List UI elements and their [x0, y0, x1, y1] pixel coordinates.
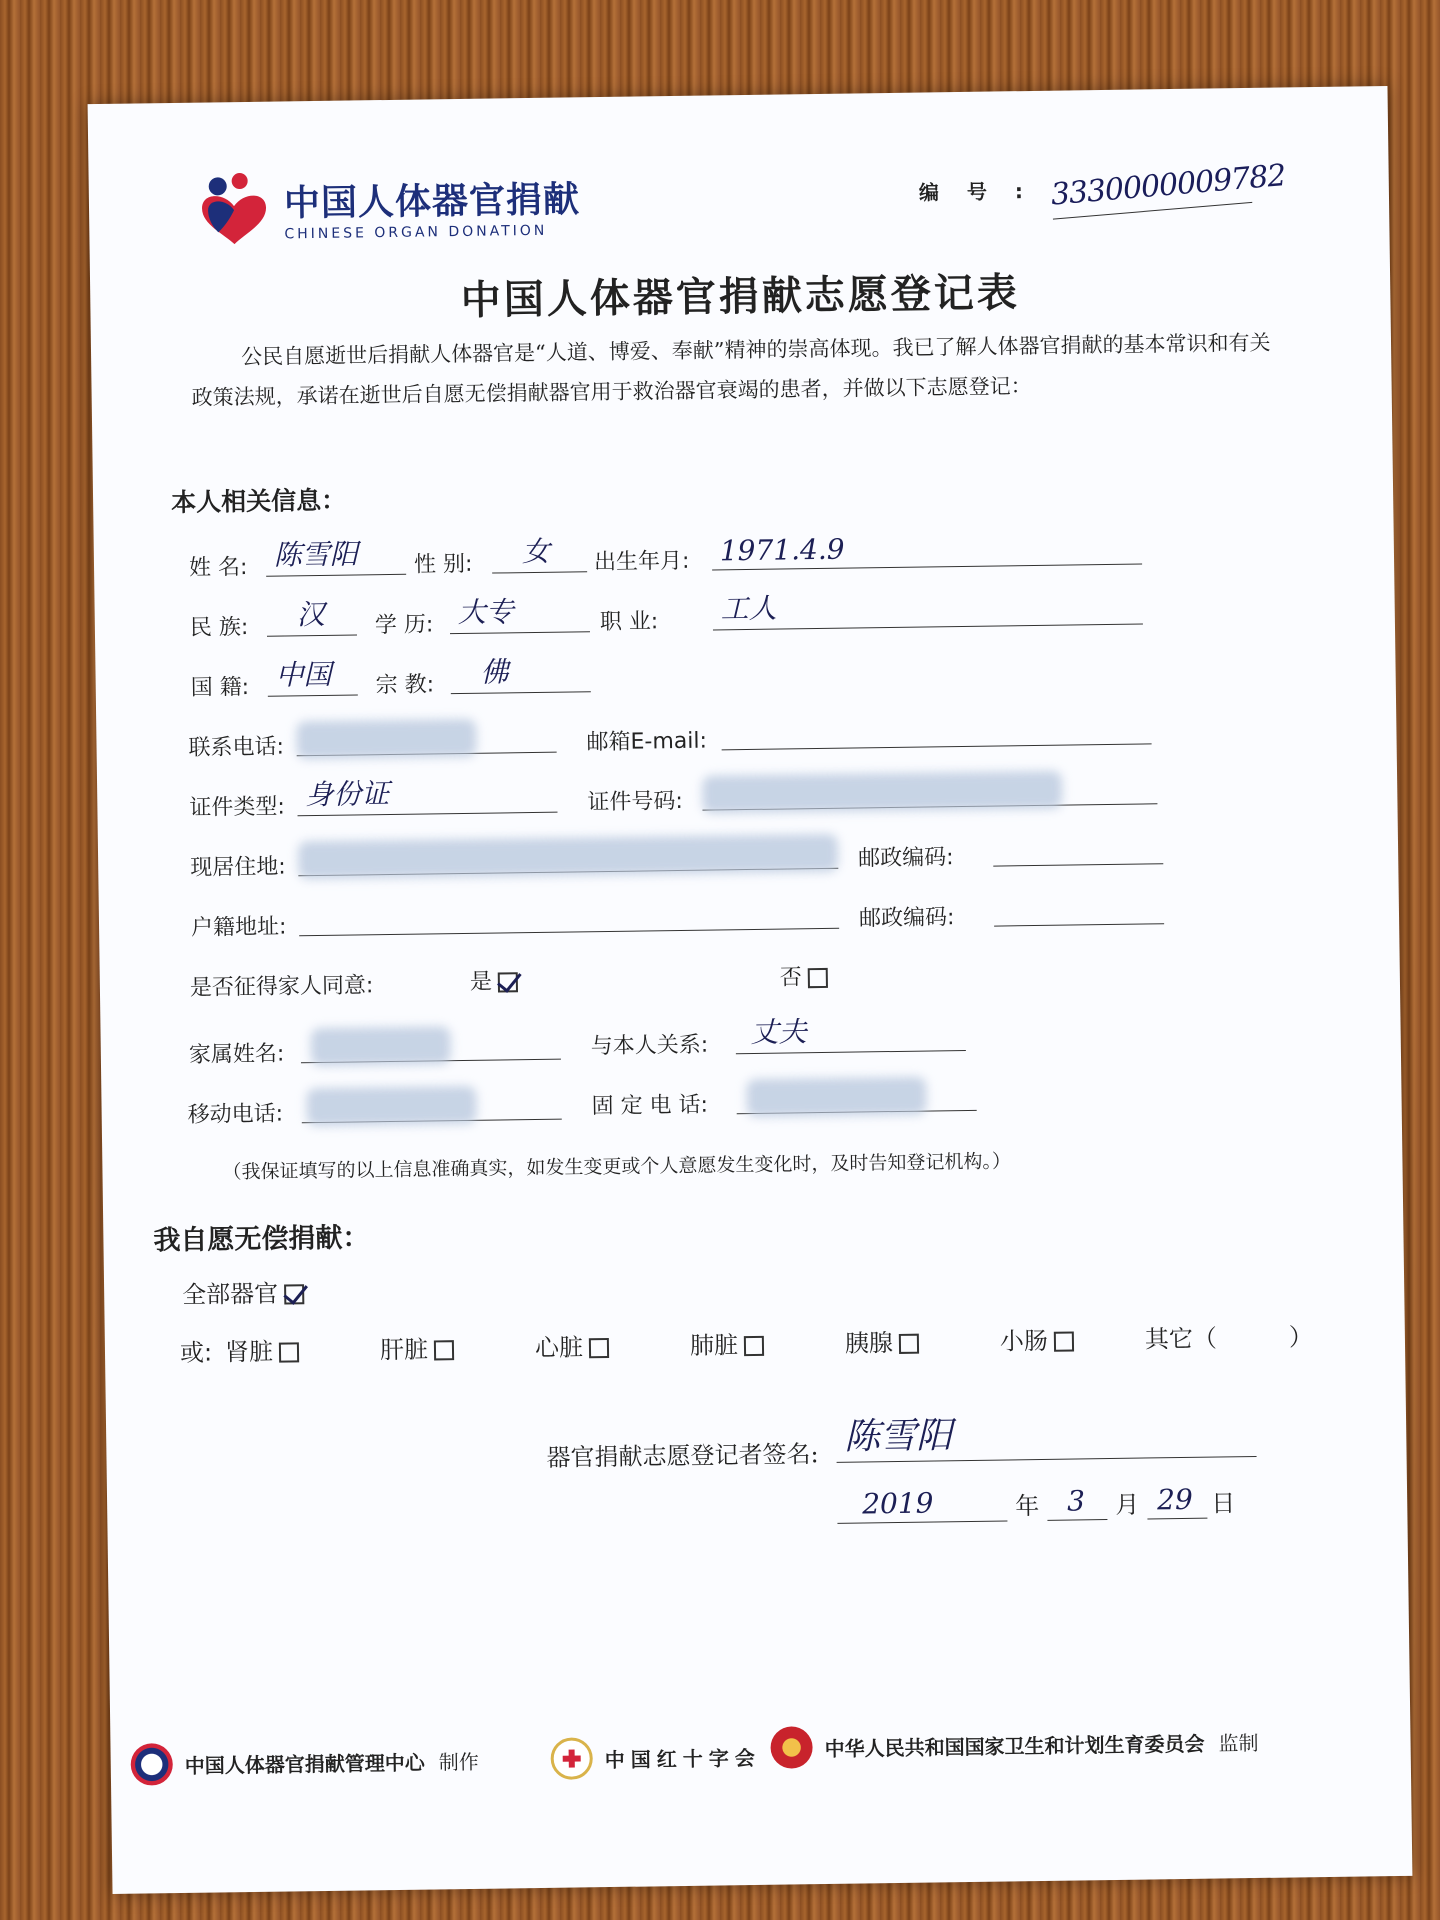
red-cross-icon — [550, 1737, 593, 1780]
organ-label: 肾脏 — [224, 1337, 274, 1367]
gender-label: 性 别: — [413, 551, 473, 578]
signature-field[interactable] — [836, 1416, 1257, 1463]
landline-redacted — [746, 1077, 927, 1118]
day-field[interactable] — [1147, 1484, 1207, 1520]
footer-commission — [770, 1720, 1259, 1769]
religion-value: 佛 — [480, 655, 509, 689]
serial-value[interactable]: 3330000009782 — [1049, 161, 1252, 220]
phone-label: 联系电话: — [188, 734, 285, 761]
name-label: 姓 名: — [188, 554, 248, 581]
mobile-label: 移动电话: — [187, 1101, 284, 1128]
email-label: 邮箱E-mail: — [586, 728, 708, 756]
phone-field[interactable] — [296, 718, 556, 757]
organ-label: 肺脏 — [689, 1331, 739, 1360]
id-number-redacted — [702, 771, 1062, 814]
consent-no[interactable] — [780, 960, 828, 992]
form-title: 中国人体器官捐献志愿登记表 — [460, 270, 1021, 324]
name-field[interactable] — [266, 537, 406, 577]
postcode2-label: 邮政编码: — [858, 905, 955, 932]
organ-lung[interactable] — [690, 1324, 845, 1361]
organ-heart[interactable] — [535, 1326, 690, 1363]
year-label: 年 — [1015, 1492, 1040, 1521]
made-by-label: 制作 — [438, 1749, 479, 1774]
religion-field[interactable] — [450, 657, 590, 694]
birth-field[interactable] — [712, 529, 1142, 570]
donation-heading: 我自愿无偿捐献： — [153, 1222, 370, 1257]
organ-kidney[interactable] — [225, 1330, 380, 1367]
mobile-field[interactable] — [301, 1085, 561, 1124]
gender-value: 女 — [521, 534, 551, 569]
or-label: 或: — [179, 1338, 213, 1367]
all-organs-option[interactable] — [182, 1273, 304, 1310]
serial-number — [918, 158, 1287, 215]
address-redacted — [298, 834, 838, 880]
name-value: 陈雪阳 — [273, 537, 359, 572]
organ-label: 胰腺 — [844, 1329, 894, 1358]
occupation-value: 工人 — [720, 591, 777, 626]
hukou-label: 户籍地址: — [190, 914, 287, 941]
family-name-redacted — [310, 1026, 451, 1066]
landline-label: 固 定 电 话: — [591, 1092, 709, 1120]
day-value: 29 — [1156, 1482, 1194, 1517]
lung-checkbox[interactable] — [744, 1336, 764, 1356]
organ-donation-logo — [194, 167, 581, 247]
intestine-checkbox[interactable] — [1054, 1332, 1074, 1352]
signature-date — [837, 1483, 1235, 1524]
education-field[interactable] — [450, 597, 590, 634]
id-type-field[interactable] — [297, 778, 557, 817]
birth-value: 1971.4.9 — [719, 532, 845, 568]
consent-label: 是否征得家人同意: — [189, 973, 374, 1001]
heart-checkbox[interactable] — [589, 1338, 609, 1358]
intro-paragraph: 公民自愿逝世后捐献人体器官是“人道、博爱、奉献”精神的崇高体现。我已了解人体器官捐献的基本常识和有关政策法规，承诺在逝世后自愿无偿捐献器官用于救治器官衰竭的患者，并做以下志愿登记： — [191, 330, 1271, 410]
family-name-field[interactable] — [300, 1025, 560, 1064]
hukou-field[interactable] — [299, 894, 839, 937]
id-type-label: 证件类型: — [189, 794, 285, 821]
address-field[interactable] — [298, 834, 838, 877]
education-value: 大专 — [457, 595, 514, 630]
no-label: 否 — [779, 965, 803, 991]
ethnic-label: 民 族: — [189, 614, 249, 641]
all-organs-checkbox[interactable] — [284, 1284, 304, 1304]
address-label: 现居住地: — [190, 854, 286, 881]
ethnic-value: 汉 — [296, 597, 325, 632]
landline-field[interactable] — [736, 1076, 976, 1114]
occupation-field[interactable] — [712, 589, 1142, 630]
signature-label: 器官捐献志愿登记者签名: — [546, 1440, 819, 1472]
no-checkbox[interactable] — [808, 968, 828, 988]
redcross-name: 中国红十字会 — [604, 1745, 761, 1772]
occupation-label: 职 业: — [599, 609, 659, 636]
heart-logo-icon — [194, 172, 275, 248]
ethnic-field[interactable] — [267, 597, 357, 636]
postcode-field[interactable] — [993, 829, 1163, 866]
organ-label: 小肠 — [999, 1326, 1049, 1356]
center-name: 中国人体器官捐献管理中心 — [184, 1750, 425, 1778]
religion-label: 宗 教: — [375, 672, 435, 699]
relation-value: 丈夫 — [750, 1015, 807, 1049]
all-organs-label: 全部器官 — [182, 1279, 279, 1309]
logo-cn-text: 中国人体器官捐献 — [283, 179, 581, 225]
pancreas-checkbox[interactable] — [899, 1334, 919, 1354]
guarantee-note: （我保证填写的以上信息准确真实，如发生变更或个人意愿发生变化时，及时告知登记机构。） — [222, 1150, 1012, 1184]
relation-label: 与本人关系: — [590, 1032, 709, 1060]
organ-other[interactable]: 其它（ ） — [1144, 1323, 1314, 1354]
footer-center — [130, 1739, 479, 1786]
postcode2-field[interactable] — [994, 889, 1164, 926]
organ-pancreas[interactable] — [845, 1322, 1000, 1359]
signature-value: 陈雪阳 — [843, 1415, 953, 1458]
mobile-redacted — [306, 1086, 477, 1126]
year-field[interactable] — [837, 1486, 1007, 1523]
month-field[interactable] — [1047, 1485, 1107, 1521]
center-seal-icon — [130, 1743, 173, 1786]
relation-field[interactable] — [735, 1016, 965, 1054]
commission-name: 中华人民共和国国家卫生和计划生育委员会 — [824, 1731, 1205, 1761]
email-field[interactable] — [721, 709, 1151, 750]
nationality-label: 国 籍: — [190, 674, 250, 701]
month-label: 月 — [1115, 1490, 1140, 1519]
personal-info-heading: 本人相关信息： — [170, 485, 347, 518]
consent-yes[interactable] — [470, 964, 518, 996]
serial-label: 编号: — [918, 178, 1052, 205]
yes-label: 是 — [469, 969, 493, 995]
id-number-label: 证件号码: — [587, 788, 683, 816]
nationality-field[interactable] — [267, 657, 357, 696]
organ-liver[interactable] — [380, 1328, 535, 1365]
id-number-field[interactable] — [702, 769, 1157, 810]
footer-redcross — [550, 1735, 761, 1780]
organ-label: 心脏 — [534, 1333, 584, 1363]
postcode-label: 邮政编码: — [858, 845, 954, 872]
phone-redacted — [296, 719, 477, 760]
nationality-value: 中国 — [275, 657, 332, 692]
logo-en-text: CHINESE ORGAN DONATION — [284, 222, 548, 243]
organ-label: 肝脏 — [379, 1335, 429, 1365]
form-paper — [88, 86, 1413, 1894]
month-value: 3 — [1066, 1484, 1086, 1518]
day-label: 日 — [1211, 1489, 1236, 1518]
yes-checkbox[interactable] — [498, 972, 518, 992]
liver-checkbox[interactable] — [434, 1340, 454, 1360]
id-type-value: 身份证 — [304, 777, 390, 812]
gender-field[interactable] — [492, 534, 587, 573]
organ-intestine[interactable] — [1000, 1320, 1145, 1357]
birth-label: 出生年月: — [593, 548, 690, 576]
family-name-label: 家属姓名: — [188, 1041, 285, 1068]
year-value: 2019 — [861, 1486, 934, 1521]
kidney-checkbox[interactable] — [279, 1342, 299, 1362]
supervise-label: 监制 — [1218, 1730, 1259, 1756]
national-emblem-icon — [770, 1726, 813, 1769]
organ-options — [180, 1317, 1313, 1368]
education-label: 学 历: — [374, 612, 434, 639]
